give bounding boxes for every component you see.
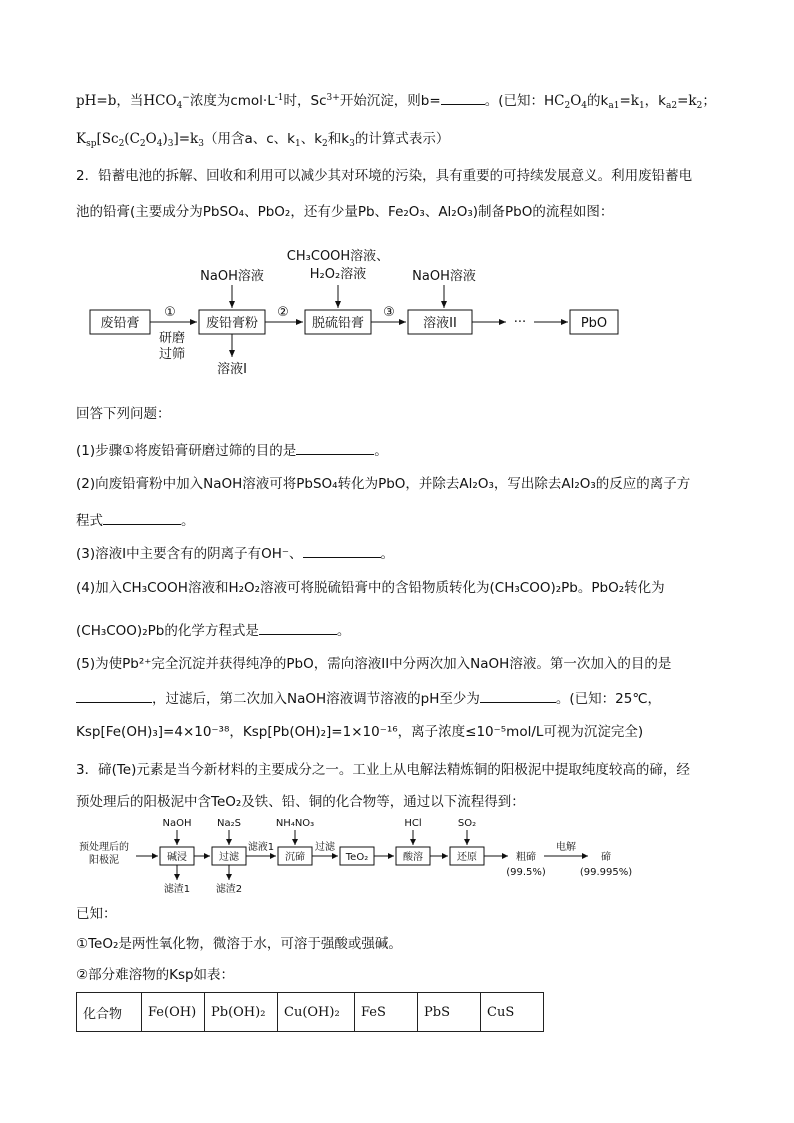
table-cell: 化合物 <box>77 993 142 1032</box>
q2-part-5c: Ksp[Fe(OH)₃]=4×10⁻³⁸，Ksp[Pb(OH)₂]=1×10⁻¹⁶，离子浓度≤10⁻⁵mol/L可视为沉淀完全) <box>76 724 644 740</box>
text-seg: 的计算式表示） <box>354 131 450 147</box>
q3-intro-1: 3．碲(Te)元素是当今新材料的主要成分之一。工业上从电解法精炼铜的阳极泥中提取纯度较高的碲，经 <box>76 762 690 778</box>
known-heading: 已知： <box>76 906 117 922</box>
table-cell: Cu(OH)₂ <box>278 993 355 1032</box>
box-filter-label: 过滤 <box>219 852 239 863</box>
text-seg: =k <box>677 93 697 109</box>
start-label: 阳极泥 <box>89 855 119 866</box>
answer-prompt: 回答下列问题： <box>76 406 171 422</box>
reagent-naoh: NaOH <box>162 818 192 829</box>
q2-part-1 <box>76 440 734 461</box>
answer-blank[interactable] <box>103 510 181 525</box>
text-seg: 。(已知：H <box>484 93 555 109</box>
known-1: ①TeO₂是两性氧化物，微溶于水，可溶于强酸或强碱。 <box>76 936 402 952</box>
reagent-naoh: NaOH溶液 <box>200 269 264 284</box>
flow-box-solution-2-label: 溶液II <box>423 316 457 331</box>
text-seg: (3)溶液I中主要含有的阴离子有OH⁻、 <box>76 546 303 562</box>
text-seg: 浓度为cmol·L <box>189 93 275 109</box>
ksp-table <box>76 992 544 1032</box>
step-2-label: ② <box>277 305 289 320</box>
table-cell: Pb(OH)₂ <box>205 993 278 1032</box>
text-seg: 程式 <box>76 513 103 529</box>
answer-blank[interactable] <box>296 440 374 455</box>
filter-label: 过滤 <box>315 842 335 853</box>
q1-ksp-line: $K_{sp}[Sc_2(C_2O_4)_3]=k_3$（用含a、c、$k_1$、$k_2$和$k_3$的计算式表示） <box>76 131 450 149</box>
box-precipitate-te-label: 沉碲 <box>285 852 305 863</box>
text-seg: 和k <box>327 131 350 147</box>
text-seg: (C <box>124 131 140 147</box>
pure-te-purity: (99.995%) <box>579 867 633 878</box>
known-2: ②部分难溶物的Ksp如表： <box>76 967 235 983</box>
q2-part-4a: (4)加入CH₃COOH溶液和H₂O₂溶液可将脱硫铅膏中的含铅物质转化为(CH₃COO)₂Pb。PbO₂转化为 <box>76 580 665 596</box>
box-teo2-label: TeO₂ <box>345 852 369 863</box>
text-seg: [Sc <box>96 131 119 147</box>
table-cell: CuS <box>481 993 544 1032</box>
residue-2: 滤渣2 <box>215 884 243 895</box>
flow-ellipsis: ··· <box>513 315 527 330</box>
table-cell: PbS <box>418 993 481 1032</box>
q2-part-5b <box>76 688 734 709</box>
text-seg: ) <box>162 131 168 147</box>
q2-intro-1: 2．铅蓄电池的拆解、回收和利用可以减少其对环境的污染，具有重要的可持续发展意义。利用废铅蓄电 <box>76 168 693 184</box>
step-3-label: ③ <box>383 305 395 320</box>
table-cell: FeS <box>355 993 418 1032</box>
reagent-naoh-2: NaOH溶液 <box>412 269 476 284</box>
electrolysis-label: 电解 <box>556 842 576 853</box>
reagent-h2o2: H₂O₂溶液 <box>309 267 367 282</box>
text-seg: 。 <box>336 623 351 639</box>
reagent-na2s: Na₂S <box>217 818 241 829</box>
text-seg: 。(已知：25℃， <box>555 691 661 707</box>
q3-intro-2: 预处理后的阳极泥中含TeO₂及铁、铅、铜的化合物等，通过以下流程得到： <box>76 794 525 810</box>
text-seg: (1)步骤①将废铅膏研磨过筛的目的是 <box>76 443 297 459</box>
q2-part-4b <box>76 620 734 641</box>
text-seg: ，过滤后，第二次加入NaOH溶液调节溶液的pH至少为 <box>152 691 480 707</box>
text-seg: K <box>76 131 87 147</box>
text-seg: 的k <box>587 93 609 109</box>
text-seg: (CH₃COO)₂Pb的化学方程式是 <box>76 623 259 639</box>
start-label: 预处理后的 <box>79 842 129 853</box>
crude-te-purity: (99.5%) <box>506 867 546 878</box>
q2-part-2a: (2)向废铅膏粉中加入NaOH溶液可将PbSO₄转化为PbO，并除去Al₂O₃，写出除去Al₂O₃的反应的离子方 <box>76 476 691 492</box>
table-cell: Fe(OH) <box>142 993 205 1032</box>
text-seg: （用含a、c、k <box>203 131 295 147</box>
text-seg: =k <box>619 93 639 109</box>
reagent-so2: SO₂ <box>457 818 477 829</box>
byproduct-solution-1: 溶液I <box>217 362 247 377</box>
pure-te-label: 碲 <box>601 852 611 863</box>
step-1-note: 研磨 <box>158 331 186 346</box>
reagent-nh4no3: NH₄NO₃ <box>275 818 315 829</box>
answer-blank[interactable] <box>76 688 152 703</box>
step-1-note: 过筛 <box>158 347 186 362</box>
flow-box-desulfurized-label: 脱硫铅膏 <box>311 316 365 331</box>
q2-part-3 <box>76 543 734 564</box>
q2-part-5a: (5)为使Pb²⁺完全沉淀并获得纯净的PbO，需向溶液II中分两次加入NaOH溶液。第一次加入的目的是 <box>76 656 672 672</box>
answer-blank[interactable] <box>303 543 381 558</box>
q2-flow-diagram <box>0 240 794 380</box>
text-seg: ]=k <box>173 131 199 147</box>
flow-box-paste-powder-label: 废铅膏粉 <box>205 316 259 331</box>
filtrate-label: 滤液1 <box>247 842 275 853</box>
answer-blank[interactable] <box>480 688 556 703</box>
flow-box-raw-paste-label: 废铅膏 <box>100 316 140 331</box>
text-seg: 开始沉淀，则b= <box>339 93 441 109</box>
reagent-hcl: HCl <box>404 818 422 829</box>
text-seg: ，k <box>644 93 666 109</box>
box-acid-dissolve-label: 酸溶 <box>403 852 423 863</box>
reagent-acetic-acid: CH₃COOH溶液、 <box>286 249 390 264</box>
q3-flow-diagram <box>0 812 794 902</box>
crude-te-label: 粗碲 <box>516 852 536 863</box>
text-seg: 。 <box>181 513 195 529</box>
answer-blank[interactable] <box>259 620 337 635</box>
text-seg: 、k <box>300 131 323 147</box>
box-reduce-label: 还原 <box>457 852 477 863</box>
text-seg: pH=b，当HC <box>76 93 166 109</box>
residue-1: 滤渣1 <box>163 884 191 895</box>
box-alkali-leach-label: 碱浸 <box>167 852 187 863</box>
q2-part-2b <box>76 510 734 531</box>
text-seg: 时，Sc <box>283 93 327 109</box>
step-1-label: ① <box>164 305 176 320</box>
answer-blank[interactable] <box>441 90 485 105</box>
table-row <box>77 993 544 1032</box>
text-seg: 。 <box>374 443 388 459</box>
q1-condition-line: pH=b，当$HCO_4^-$浓度为$cmol\cdot L^{-1}$时，$Sc^{3+}$开始沉淀，则b= 。(已知：$HC_2O_4$的$k_{a1}=k_1$，$k_{a2}=k_2$； <box>76 88 734 116</box>
q2-intro-2: 池的铅膏(主要成分为PbSO₄、PbO₂，还有少量Pb、Fe₂O₃、Al₂O₃)制备PbO的流程如图： <box>76 204 614 220</box>
text-seg: 。 <box>380 546 395 562</box>
flow-box-pbo-label: PbO <box>580 316 608 331</box>
text-seg: ； <box>702 93 716 109</box>
